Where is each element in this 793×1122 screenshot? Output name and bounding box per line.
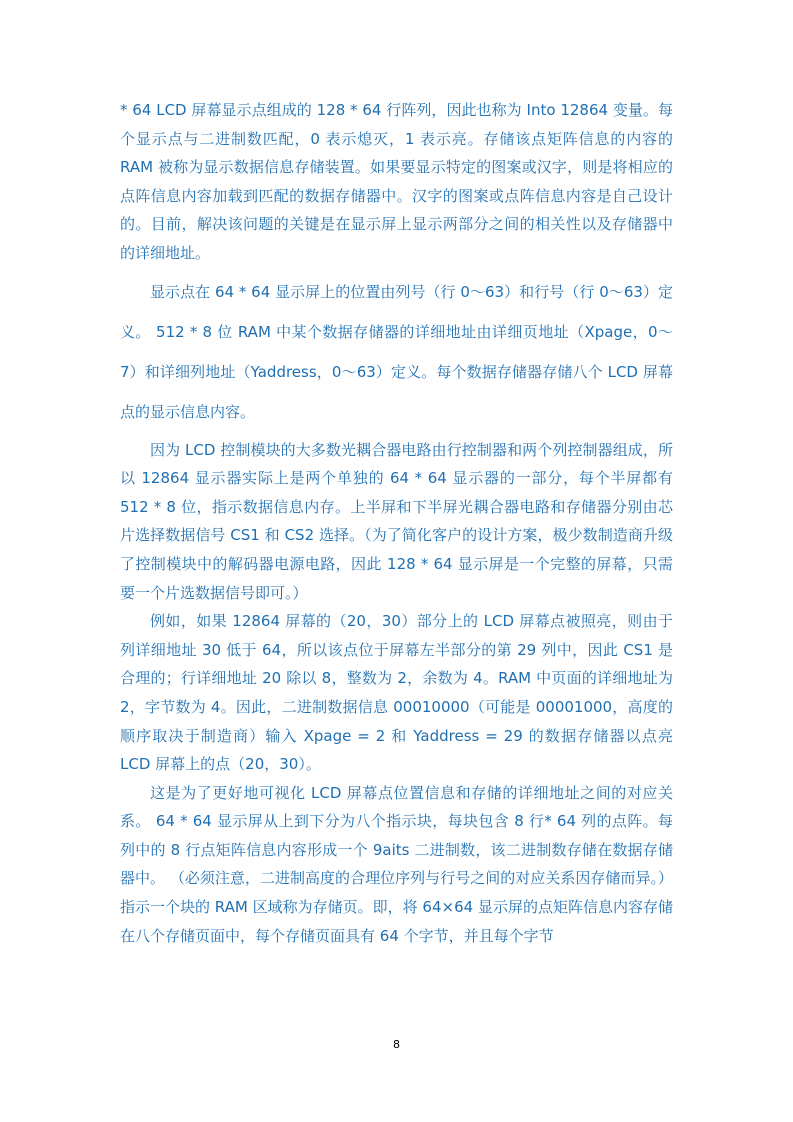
paragraph-1: * 64 LCD 屏幕显示点组成的 128 * 64 行阵列，因此也称为 Into 12864 变量。每个显示点与二进制数匹配，0 表示熄灭，1 表示亮。存储该点矩阵信息的内容的 RAM 被称为显示数据信息存储装置。如果要显示特定的图案或汉字，则是将相应的点阵信息内容加载到匹配的数据存储器中。汉字的图案或点阵信息内容是自己设计的。目前，解决该问题的关键是在显示屏上显示两部分之间的相关性以及存储器中的详细地址。 [120,101,673,262]
body-text [120,96,673,950]
paragraph-4: 例如，如果 12864 屏幕的（20，30）部分上的 LCD 屏幕点被照亮，则由于列详细地址 30 低于 64，所以该点位于屏幕左半部分的第 29 列中，因此 CS1 是合理的；行详细地址 20 除以 8，整数为 2，余数为 4。RAM 中页面的详细地址为 2，字节数为 4。因此，二进制数据信息 00010000（可能是 00001000，高度的顺序取决于制造商）输入 Xpage = 2 和 Yaddress = 29 的数据存储器以点亮 LCD 屏幕上的点（20，30）。 [120,612,673,774]
paragraph-5: 这是为了更好地可视化 LCD 屏幕点位置信息和存储的详细地址之间的对应关系。 64 * 64 显示屏从上到下分为八个指示块，每块包含 8 行* 64 列的点阵。每列中的 8 行点矩阵信息内容形成一个 9aits 二进制数，该二进制数存储在数据存储器中。 （必须注意，二进制高度的合理位序列与行号之间的对应关系因存储而异。）指示一个块的 RAM 区域称为存储页。即，将 64×64 显示屏的点矩阵信息内容存储在八个存储页面中，每个存储页面具有 64 个字节，并且每个字节 [120,783,673,945]
paragraph-3: 因为 LCD 控制模块的大多数光耦合器电路由行控制器和两个列控制器组成，所以 12864 显示器实际上是两个单独的 64 * 64 显示器的一部分，每个半屏都有 512 * 8 位，指示数据信息内存。上半屏和下半屏光耦合器电路和存储器分别由芯片选择数据信号 CS1 和 CS2 选择。（为了简化客户的设计方案，极少数制造商升级了控制模块中的解码器电源电路，因此 128 * 64 显示屏是一个完整的屏幕，只需要一个片选数据信号即可。） [120,440,673,602]
page-number: 8 [393,1038,400,1051]
paragraph-2: 显示点在 64 * 64 显示屏上的位置由列号（行 0〜63）和行号（行 0〜63）定义。 512 * 8 位 RAM 中某个数据存储器的详细地址由详细页地址（Xpage，0〜7）和详细列地址（Yaddress，0〜63）定义。每个数据存储器存储八个 LCD 屏幕点的显示信息内容。 [120,282,673,421]
